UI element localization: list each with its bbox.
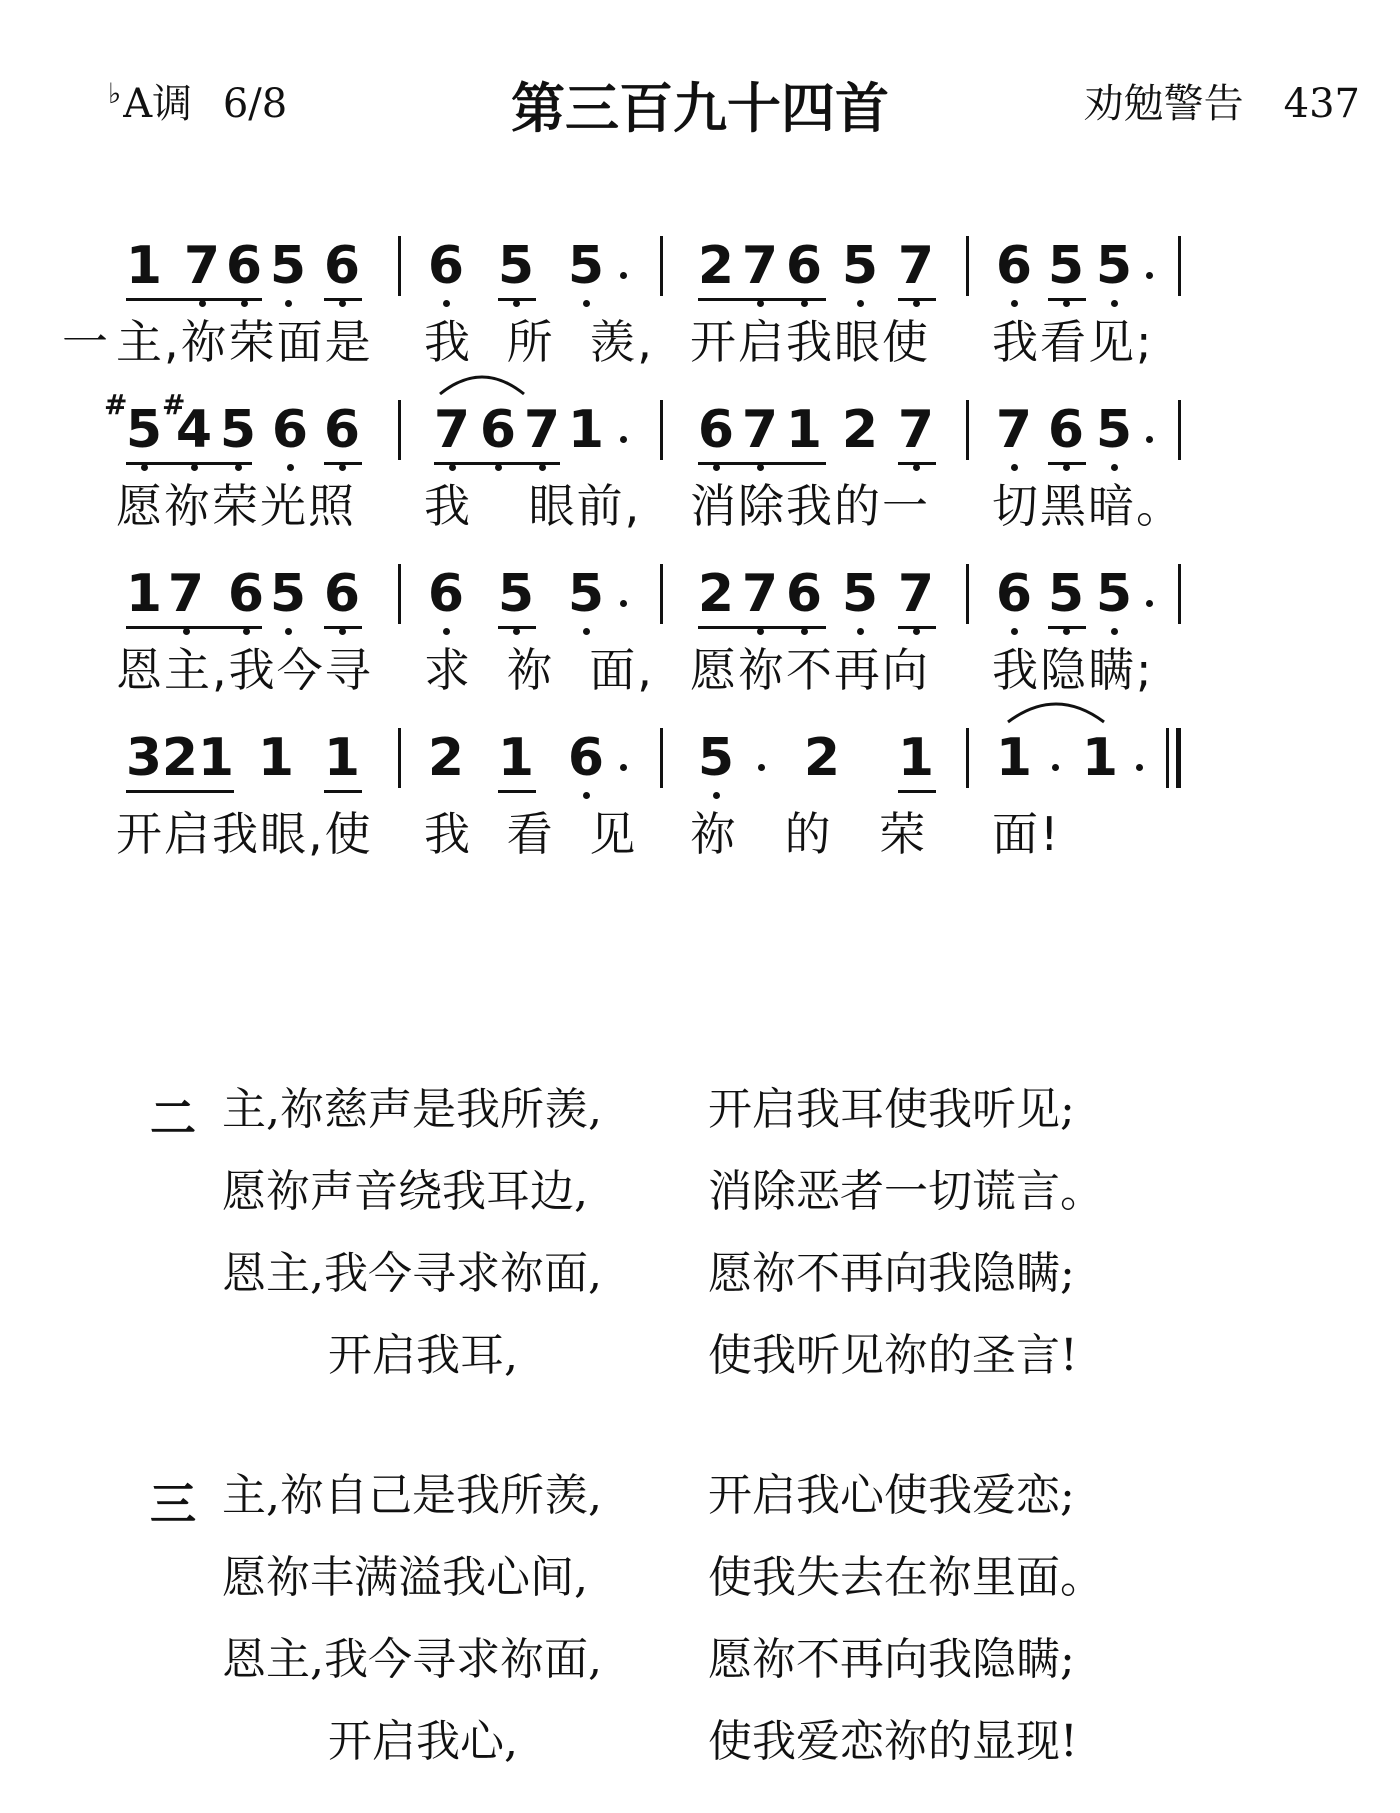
note: 7 xyxy=(432,400,472,460)
barline xyxy=(966,564,969,624)
lyric-segment: 愿祢荣光照 xyxy=(116,479,356,533)
beam xyxy=(1048,462,1086,465)
barline xyxy=(398,400,401,460)
beam xyxy=(126,790,234,793)
note: 2 xyxy=(841,400,879,460)
note: 6 xyxy=(784,236,824,296)
sharp-sign: # xyxy=(104,388,128,421)
lyric-segment: 切黑暗。 xyxy=(992,479,1184,533)
notes-row xyxy=(0,230,1400,310)
verse-line-right: 愿祢不再向我隐瞒; xyxy=(708,1634,1075,1685)
note: 6 xyxy=(322,400,362,460)
augmentation-dot xyxy=(758,764,765,771)
verse-line-left: 恩主,我今寻求祢面, xyxy=(222,1248,602,1299)
verse-line-right: 使我听见祢的圣言! xyxy=(708,1330,1078,1381)
slur xyxy=(1004,694,1108,726)
note: 6 xyxy=(994,564,1034,624)
lyric-segment: 恩主,我今寻 xyxy=(116,643,373,697)
augmentation-dot xyxy=(620,272,627,279)
note: 5 xyxy=(1046,236,1086,296)
barline xyxy=(1166,728,1169,788)
augmentation-dot xyxy=(1136,764,1143,771)
beam xyxy=(324,626,362,629)
note: 1 xyxy=(125,564,163,624)
note: 7 xyxy=(182,236,222,296)
lyric-segment: 主,祢荣面是 xyxy=(116,315,373,369)
note: 4 xyxy=(174,400,214,460)
barline xyxy=(398,236,401,296)
verse-line-right: 愿祢不再向我隐瞒; xyxy=(708,1248,1075,1299)
barline xyxy=(660,400,663,460)
barline xyxy=(398,564,401,624)
verse-line-left: 愿祢丰满溢我心间, xyxy=(222,1552,588,1603)
lyric-segment: 我隐瞒; xyxy=(992,643,1154,697)
beam xyxy=(434,462,560,465)
note: 5 xyxy=(566,564,606,624)
note: 1 xyxy=(785,400,823,460)
lyrics-row xyxy=(0,806,1400,866)
lyrics-row xyxy=(0,314,1400,374)
sharp-sign: # xyxy=(162,388,186,421)
verse-line-right: 使我爱恋祢的显现! xyxy=(708,1716,1078,1767)
barline xyxy=(966,728,969,788)
lyric-segment: 愿祢不再向 xyxy=(690,643,930,697)
beam xyxy=(324,298,362,301)
barline xyxy=(1178,564,1181,624)
note: 5 xyxy=(840,236,880,296)
lyric-segment: 我 眼前, xyxy=(424,479,642,533)
note: 5 xyxy=(496,564,536,624)
note: 5 xyxy=(696,728,736,788)
lyric-segment: 面! xyxy=(992,807,1061,861)
beam xyxy=(898,790,936,793)
barline xyxy=(966,236,969,296)
note: 3 xyxy=(125,728,163,788)
beam xyxy=(324,790,362,793)
verse-marker: 一 xyxy=(62,315,110,369)
score-line-1 xyxy=(0,230,1400,400)
note: 5 xyxy=(1046,564,1086,624)
barline xyxy=(660,236,663,296)
time-signature: 6/8 xyxy=(222,81,288,127)
augmentation-dot xyxy=(620,764,627,771)
note: 7 xyxy=(896,236,936,296)
barline xyxy=(1178,400,1181,460)
beam xyxy=(898,626,936,629)
verse-line-left: 开启我耳, xyxy=(328,1330,518,1381)
verse-line-left: 主,祢慈声是我所羡, xyxy=(222,1084,602,1135)
beam xyxy=(698,298,826,301)
verse-line-right: 使我失去在祢里面。 xyxy=(708,1552,1104,1603)
lyric-segment: 消除我的一 xyxy=(690,479,930,533)
note: 2 xyxy=(697,236,735,296)
lyric-segment: 我看见; xyxy=(992,315,1154,369)
note: 5 xyxy=(840,564,880,624)
lyrics-row xyxy=(0,642,1400,702)
lyric-segment: 开启我眼使 xyxy=(690,315,930,369)
note: 7 xyxy=(896,564,936,624)
notes-row xyxy=(0,388,1400,474)
score-line-4 xyxy=(0,722,1400,892)
beam xyxy=(498,298,536,301)
note: 6 xyxy=(696,400,736,460)
verse-line-left: 恩主,我今寻求祢面, xyxy=(222,1634,602,1685)
beam xyxy=(698,462,826,465)
note: 2 xyxy=(427,728,465,788)
note: 7 xyxy=(522,400,562,460)
note: 7 xyxy=(740,400,780,460)
lyric-segment: 求 祢 面, xyxy=(424,643,654,697)
note: 7 xyxy=(740,236,780,296)
note: 1 xyxy=(497,728,535,788)
note: 1 xyxy=(257,728,295,788)
barline xyxy=(660,728,663,788)
note: 1 xyxy=(125,236,163,296)
note: 1 xyxy=(1081,728,1119,788)
notes-row xyxy=(0,722,1400,802)
note: 5 xyxy=(268,564,308,624)
note: 6 xyxy=(426,564,466,624)
note: 5 xyxy=(566,236,606,296)
note: 6 xyxy=(322,236,362,296)
barline xyxy=(966,400,969,460)
lyrics-row xyxy=(0,478,1400,538)
beam xyxy=(324,462,362,465)
beam xyxy=(1048,298,1086,301)
note: 6 xyxy=(224,236,264,296)
notes-row xyxy=(0,558,1400,638)
verse-line-right: 开启我心使我爱恋; xyxy=(708,1470,1075,1521)
beam xyxy=(498,626,536,629)
verse-number: 三 xyxy=(150,1477,196,1531)
augmentation-dot xyxy=(620,600,627,607)
lyric-segment: 我 看 见 xyxy=(424,807,638,861)
note: 2 xyxy=(161,728,199,788)
note: 5 xyxy=(268,236,308,296)
beam xyxy=(126,626,262,629)
note: 2 xyxy=(697,564,735,624)
category-and-page xyxy=(1084,72,1360,142)
lyric-segment: 开启我眼,使 xyxy=(116,807,373,861)
barline xyxy=(398,728,401,788)
note: 1 xyxy=(995,728,1033,788)
note: 6 xyxy=(322,564,362,624)
beam xyxy=(898,462,936,465)
verse-line-right: 消除恶者一切谎言。 xyxy=(708,1166,1104,1217)
barline xyxy=(660,564,663,624)
flat-sign: ♭ xyxy=(108,76,122,110)
note: 6 xyxy=(270,400,310,460)
verse-line-left: 开启我心, xyxy=(328,1716,518,1767)
barline xyxy=(1178,236,1181,296)
lyric-segment: 祢 的 荣 xyxy=(690,807,928,861)
score-line-2 xyxy=(0,388,1400,564)
note: 5 xyxy=(218,400,258,460)
note: 1 xyxy=(323,728,361,788)
final-barline xyxy=(1176,728,1181,788)
verse-line-left: 主,祢自己是我所羡, xyxy=(222,1470,602,1521)
verse-line-right: 开启我耳使我听见; xyxy=(708,1084,1075,1135)
beam xyxy=(126,462,252,465)
beam xyxy=(126,298,262,301)
key-label: A调 xyxy=(123,81,193,127)
note: 6 xyxy=(426,236,466,296)
beam xyxy=(698,626,826,629)
note: 6 xyxy=(1046,400,1086,460)
note: 7 xyxy=(740,564,780,624)
note: 1 xyxy=(897,728,935,788)
note: 6 xyxy=(478,400,518,460)
category-label: 劝勉警告 xyxy=(1083,81,1244,127)
note: 1 xyxy=(197,728,235,788)
note: 6 xyxy=(226,564,266,624)
verse-number: 二 xyxy=(150,1091,196,1145)
note: 7 xyxy=(166,564,206,624)
note: 5 xyxy=(1094,400,1134,460)
beam xyxy=(498,790,536,793)
slur xyxy=(436,366,528,398)
score-line-3 xyxy=(0,558,1400,728)
augmentation-dot xyxy=(1146,436,1153,443)
note: 6 xyxy=(784,564,824,624)
beam xyxy=(1048,626,1086,629)
note: 6 xyxy=(566,728,606,788)
note: 6 xyxy=(994,236,1034,296)
note: 5 xyxy=(1094,236,1134,296)
note: 5 xyxy=(1094,564,1134,624)
note: 7 xyxy=(994,400,1034,460)
hymn-title: 第三百九十四首 xyxy=(511,77,889,140)
note: 1 xyxy=(567,400,605,460)
augmentation-dot xyxy=(1146,272,1153,279)
note: 5 xyxy=(124,400,164,460)
note: 7 xyxy=(896,400,936,460)
page-number: 437 xyxy=(1283,81,1360,127)
augmentation-dot xyxy=(1146,600,1153,607)
note: 5 xyxy=(496,236,536,296)
lyric-segment: 我 所 羡, xyxy=(424,315,654,369)
note: 2 xyxy=(803,728,841,788)
augmentation-dot xyxy=(1052,764,1059,771)
augmentation-dot xyxy=(620,436,627,443)
beam xyxy=(898,298,936,301)
verse-line-left: 愿祢声音绕我耳边, xyxy=(222,1166,588,1217)
